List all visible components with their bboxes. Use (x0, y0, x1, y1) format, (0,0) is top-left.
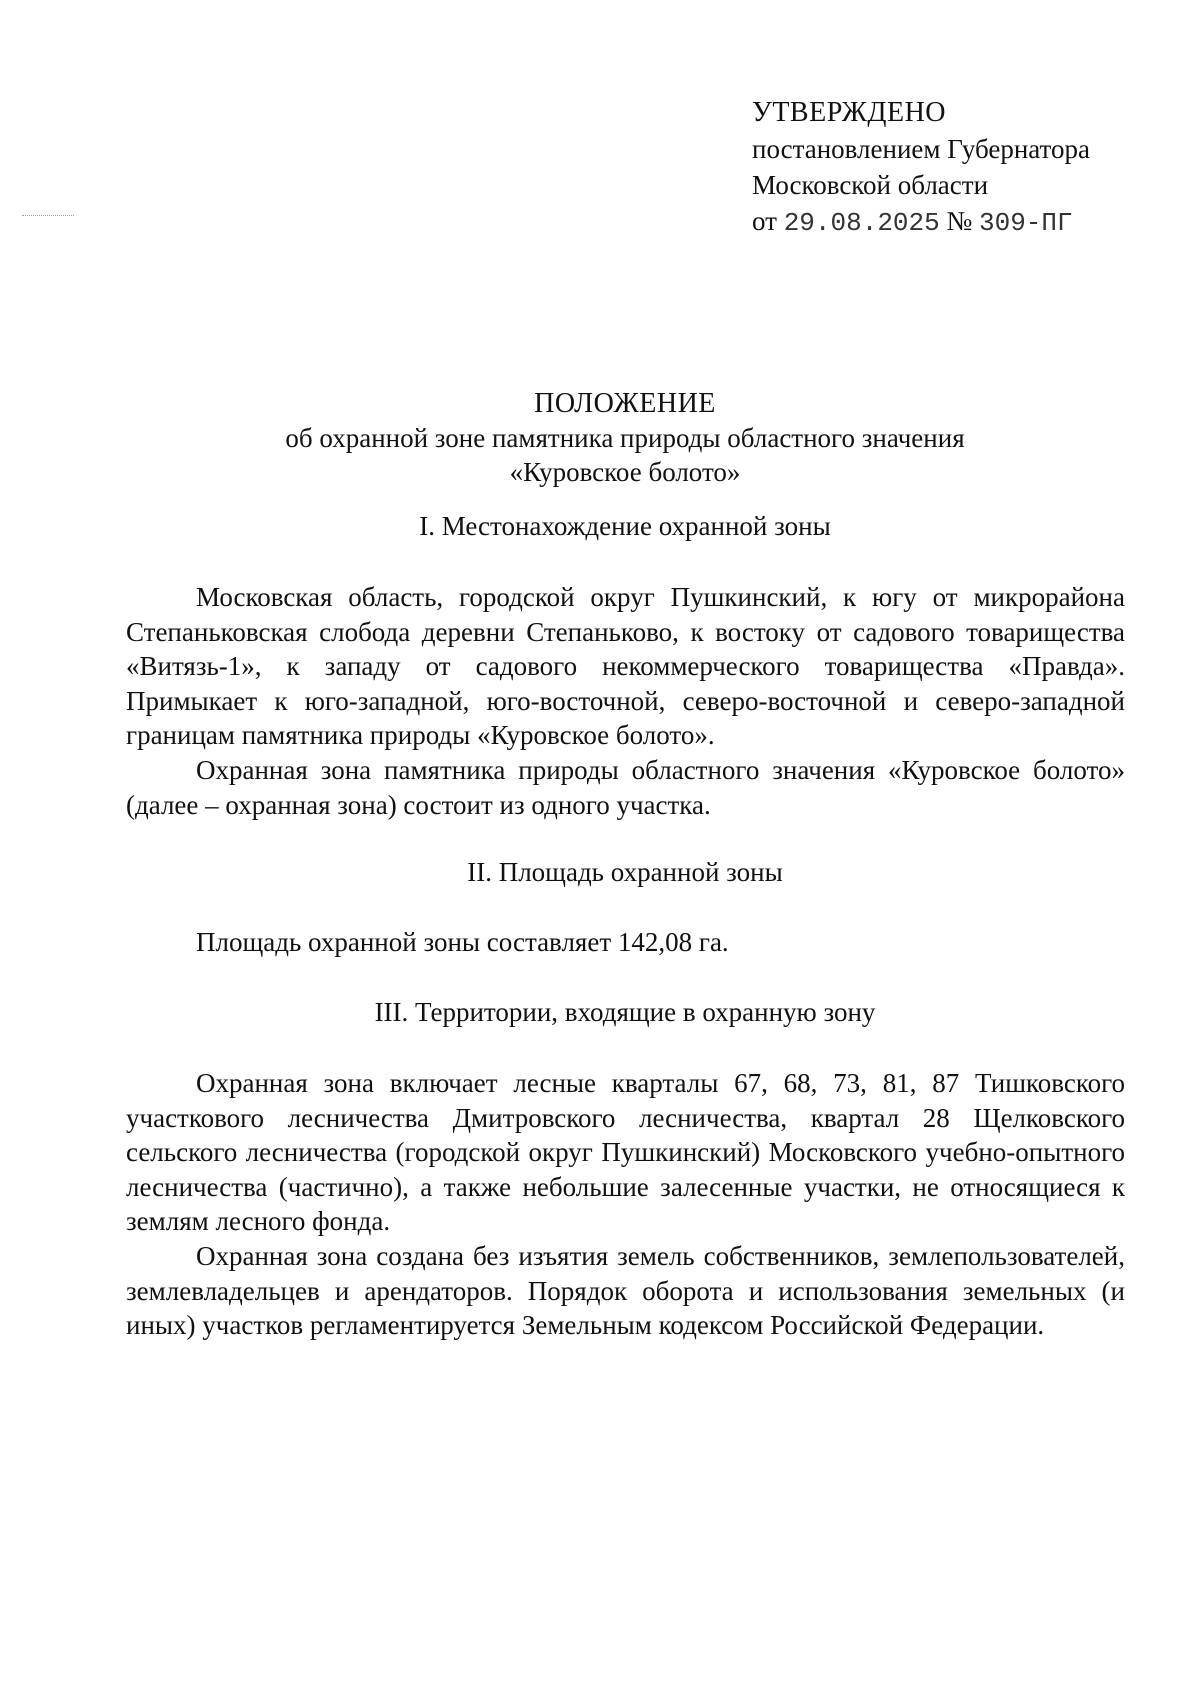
paragraph-location-description: Московская область, городской округ Пушкинский, к югу от микрорайона Степаньковская слобода деревни Степаньково, к востоку от садового товарищества «Витязь-1», к западу от садового некоммерческого товарищества «Правда». Примыкает к юго-западной, юго-восточной, северо-восточной и северо-западной границам памятника природы «Куровское болото». (126, 582, 1125, 750)
paragraph-forest-quarters: Охранная зона включает лесные кварталы 67, 68, 73, 81, 87 Тишковского участкового лесничества Дмитровского лесничества, квартал 28 Щелковского сельского лесничества (городской округ Пушкинский) Московского учебно-опытного лесничества (частично), а также небольшие залесенные участки, не относящиеся к землям лесного фонда. (126, 1068, 1125, 1236)
section-heading-territories: III. Территории, входящие в охранную зону (374, 997, 876, 1027)
approval-date: 29.08.2025 (783, 208, 940, 238)
document-subtitle-line-1: об охранной зоне памятника природы областного значения (285, 423, 965, 453)
approval-line-decree: постановлением Губернатора (752, 134, 1090, 164)
paragraph-zone-composition: Охранная зона памятника природы областного значения «Куровское болото» (далее – охранная зона) состоит из одного участка. (126, 755, 1125, 820)
paragraph-area-value: Площадь охранной зоны составляет 142,08 га. (196, 927, 729, 957)
approval-number-sign: № (946, 206, 973, 236)
scan-artifact-mark (22, 215, 74, 216)
approval-number: 309-ПГ (979, 208, 1073, 238)
approval-stamp-block (752, 95, 1090, 241)
section-heading-area: II. Площадь охранной зоны (467, 857, 783, 887)
approval-title: УТВЕРЖДЕНО (752, 97, 947, 128)
approval-date-line (752, 203, 1090, 241)
approval-date-prefix: от (752, 206, 777, 236)
document-title-block (100, 387, 1150, 489)
approval-line-region: Московской области (752, 170, 989, 200)
document-title: ПОЛОЖЕНИЕ (534, 388, 716, 419)
section-heading-location: I. Местонахождение охранной зоны (419, 511, 831, 541)
document-subtitle-line-2: «Куровское болото» (509, 457, 741, 487)
paragraph-land-regulation: Охранная зона создана без изъятия земель собственников, землепользователей, землевладельцев и арендаторов. Порядок оборота и использования земельных (и иных) участков регламентируется Земельным кодексом Российской Федерации. (126, 1241, 1125, 1340)
